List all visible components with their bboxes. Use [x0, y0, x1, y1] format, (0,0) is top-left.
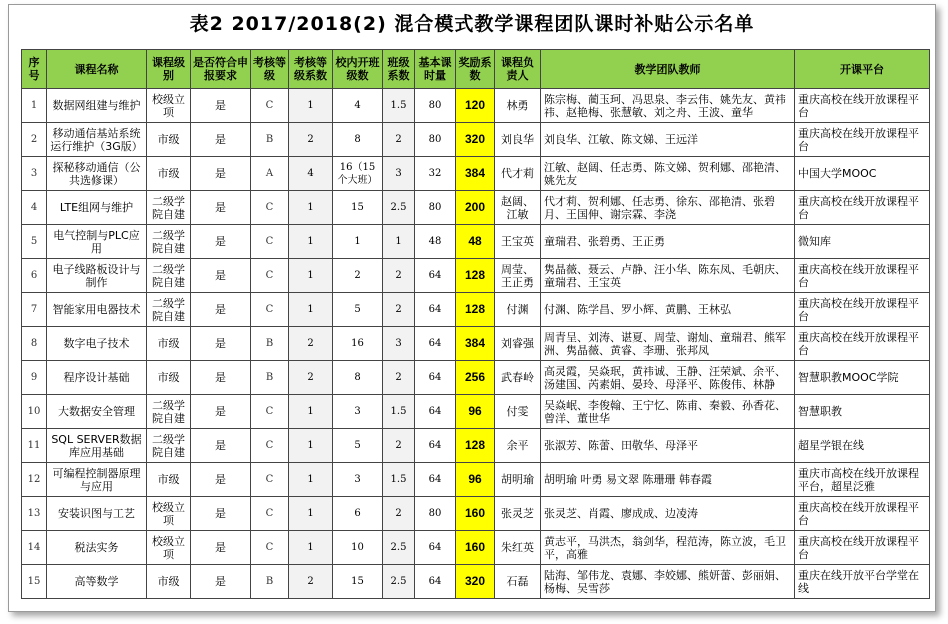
cell-grade: C: [251, 259, 289, 293]
column-header: 课程名称: [47, 50, 147, 89]
cell-grade: C: [251, 191, 289, 225]
cell-course-name: 高等数学: [47, 565, 147, 599]
cell-grade: C: [251, 497, 289, 531]
cell-grade: B: [251, 327, 289, 361]
cell-eligible: 是: [191, 395, 251, 429]
cell-course-lead: 余平: [495, 429, 541, 463]
cell-platform: 微知库: [795, 225, 930, 259]
cell-grade-coef: 1: [289, 531, 333, 565]
table-row: [22, 225, 930, 259]
cell-course-name: 税法实务: [47, 531, 147, 565]
column-header: 开课平台: [795, 50, 930, 89]
cell-course-level: 市级: [147, 123, 191, 157]
cell-award-coef: 200: [456, 191, 495, 225]
cell-eligible: 是: [191, 259, 251, 293]
cell-platform: 重庆高校在线开放课程平台: [795, 497, 930, 531]
column-header: 基本课时量: [415, 50, 456, 89]
cell-base-hours: 80: [415, 89, 456, 123]
cell-team-teachers: 陆海、邹伟龙、袁娜、李姣娜、熊妍蕾、彭丽娟、杨梅、吴雪莎: [541, 565, 795, 599]
cell-award-coef: 320: [456, 123, 495, 157]
cell-course-level: 二级学院自建: [147, 395, 191, 429]
cell-base-hours: 32: [415, 157, 456, 191]
cell-eligible: 是: [191, 225, 251, 259]
cell-platform: 智慧职教MOOC学院: [795, 361, 930, 395]
header-row: [22, 50, 930, 89]
cell-class-count: 15: [333, 191, 383, 225]
cell-course-name: LTE组网与维护: [47, 191, 147, 225]
cell-platform: 重庆高校在线开放课程平台: [795, 191, 930, 225]
cell-award-coef: 96: [456, 395, 495, 429]
cell-award-coef: 256: [456, 361, 495, 395]
cell-course-lead: 石磊: [495, 565, 541, 599]
cell-class-coef: 1.5: [383, 395, 415, 429]
cell-seq: 8: [22, 327, 47, 361]
cell-base-hours: 64: [415, 293, 456, 327]
cell-class-count: 10: [333, 531, 383, 565]
cell-class-count: 3: [333, 463, 383, 497]
cell-seq: 15: [22, 565, 47, 599]
table-row: [22, 565, 930, 599]
cell-seq: 5: [22, 225, 47, 259]
cell-award-coef: 160: [456, 497, 495, 531]
cell-class-count: 15: [333, 565, 383, 599]
cell-eligible: 是: [191, 463, 251, 497]
cell-course-level: 校级立项: [147, 531, 191, 565]
cell-seq: 3: [22, 157, 47, 191]
cell-platform: 智慧职教: [795, 395, 930, 429]
table-row: [22, 497, 930, 531]
table-row: [22, 293, 930, 327]
cell-grade: C: [251, 225, 289, 259]
cell-course-lead: 刘良华: [495, 123, 541, 157]
cell-class-coef: 2: [383, 361, 415, 395]
cell-base-hours: 64: [415, 565, 456, 599]
cell-grade: C: [251, 293, 289, 327]
cell-class-count: 4: [333, 89, 383, 123]
cell-award-coef: 128: [456, 429, 495, 463]
cell-grade: C: [251, 89, 289, 123]
table-body: [22, 89, 930, 599]
cell-class-count: 5: [333, 429, 383, 463]
cell-class-coef: 2.5: [383, 191, 415, 225]
cell-course-name: 可编程控制器原理与应用: [47, 463, 147, 497]
column-header: 课程级别: [147, 50, 191, 89]
cell-course-name: 程序设计基础: [47, 361, 147, 395]
cell-course-level: 二级学院自建: [147, 293, 191, 327]
table-row: [22, 123, 930, 157]
cell-grade-coef: 1: [289, 463, 333, 497]
cell-base-hours: 80: [415, 191, 456, 225]
cell-eligible: 是: [191, 191, 251, 225]
table-row: [22, 157, 930, 191]
cell-grade-coef: 1: [289, 293, 333, 327]
table-row: [22, 361, 930, 395]
cell-eligible: 是: [191, 89, 251, 123]
column-header: 校内开班级数: [333, 50, 383, 89]
cell-award-coef: 320: [456, 565, 495, 599]
cell-eligible: 是: [191, 565, 251, 599]
cell-award-coef: 384: [456, 327, 495, 361]
cell-class-count: 3: [333, 395, 383, 429]
cell-platform: 重庆高校在线开放课程平台: [795, 123, 930, 157]
table-row: [22, 327, 930, 361]
cell-class-coef: 1.5: [383, 463, 415, 497]
cell-course-level: 二级学院自建: [147, 259, 191, 293]
cell-eligible: 是: [191, 531, 251, 565]
cell-eligible: 是: [191, 429, 251, 463]
cell-class-coef: 3: [383, 327, 415, 361]
column-header: 序号: [22, 50, 47, 89]
column-header: 班级系数: [383, 50, 415, 89]
page-title: 表2 2017/2018(2) 混合模式教学课程团队课时补贴公示名单: [189, 13, 755, 35]
cell-course-name: 安装识图与工艺: [47, 497, 147, 531]
cell-base-hours: 64: [415, 531, 456, 565]
cell-course-name: 电子线路板设计与制作: [47, 259, 147, 293]
column-header: 课程负责人: [495, 50, 541, 89]
cell-award-coef: 120: [456, 89, 495, 123]
cell-grade-coef: 1: [289, 395, 333, 429]
cell-base-hours: 64: [415, 259, 456, 293]
cell-course-level: 校级立项: [147, 497, 191, 531]
cell-class-coef: 3: [383, 157, 415, 191]
cell-grade: C: [251, 463, 289, 497]
cell-seq: 11: [22, 429, 47, 463]
cell-team-teachers: 张淑芳、陈蕾、田敬华、母泽平: [541, 429, 795, 463]
cell-team-teachers: 黄志平，马洪杰，翁剑华，程范涛，陈立波，毛卫平，高雅: [541, 531, 795, 565]
cell-grade-coef: 2: [289, 123, 333, 157]
cell-eligible: 是: [191, 327, 251, 361]
cell-grade: C: [251, 429, 289, 463]
cell-platform: 重庆高校在线开放课程平台: [795, 259, 930, 293]
cell-grade: B: [251, 361, 289, 395]
cell-course-lead: 付雯: [495, 395, 541, 429]
cell-team-teachers: 刘良华、江敏、陈文娣、王远洋: [541, 123, 795, 157]
cell-platform: 中国大学MOOC: [795, 157, 930, 191]
cell-course-name: SQL SERVER数据库应用基础: [47, 429, 147, 463]
cell-platform: 超星学银在线: [795, 429, 930, 463]
cell-class-coef: 2: [383, 259, 415, 293]
cell-course-lead: 代才莉: [495, 157, 541, 191]
cell-course-lead: 胡明瑜: [495, 463, 541, 497]
cell-platform: 重庆高校在线开放课程平台: [795, 89, 930, 123]
cell-grade-coef: 1: [289, 89, 333, 123]
cell-class-coef: 1.5: [383, 89, 415, 123]
cell-class-coef: 2: [383, 123, 415, 157]
cell-class-count: 16（15个大班）: [333, 157, 383, 191]
table-row: [22, 259, 930, 293]
cell-course-name: 数据网组建与维护: [47, 89, 147, 123]
cell-team-teachers: 代才莉、贺利娜、任志勇、徐东、邵艳清、张碧月、王国伸、谢宗霖、李浇: [541, 191, 795, 225]
cell-grade-coef: 2: [289, 327, 333, 361]
cell-seq: 12: [22, 463, 47, 497]
cell-base-hours: 64: [415, 429, 456, 463]
cell-base-hours: 80: [415, 497, 456, 531]
cell-team-teachers: 高灵霞，吴焱珉，黄祎诚、王静、汪荣斌、余平、汤建国、芮素娟、晏玲、母泽平、陈俊伟、林静: [541, 361, 795, 395]
cell-grade-coef: 1: [289, 497, 333, 531]
cell-team-teachers: 江敏、赵阔、任志勇、陈文娣、贺利娜、邵艳清、姚先友: [541, 157, 795, 191]
cell-platform: 重庆高校在线开放课程平台: [795, 531, 930, 565]
cell-seq: 1: [22, 89, 47, 123]
cell-seq: 2: [22, 123, 47, 157]
cell-team-teachers: 胡明瑜 叶勇 易文翠 陈珊珊 韩春霞: [541, 463, 795, 497]
cell-award-coef: 160: [456, 531, 495, 565]
cell-grade-coef: 2: [289, 565, 333, 599]
cell-seq: 9: [22, 361, 47, 395]
cell-eligible: 是: [191, 123, 251, 157]
cell-course-level: 二级学院自建: [147, 191, 191, 225]
cell-grade: B: [251, 565, 289, 599]
cell-class-coef: 2: [383, 429, 415, 463]
table-row: [22, 395, 930, 429]
cell-class-count: 16: [333, 327, 383, 361]
cell-team-teachers: 隽晶薇、聂云、卢静、汪小华、陈东凤、毛朝庆、童瑞君、王宝英: [541, 259, 795, 293]
cell-eligible: 是: [191, 157, 251, 191]
cell-course-name: 电气控制与PLC应用: [47, 225, 147, 259]
cell-platform: 重庆高校在线开放课程平台: [795, 293, 930, 327]
column-header: 考核等级系数: [289, 50, 333, 89]
cell-course-level: 二级学院自建: [147, 225, 191, 259]
cell-grade: B: [251, 123, 289, 157]
cell-class-count: 5: [333, 293, 383, 327]
cell-seq: 6: [22, 259, 47, 293]
cell-course-level: 市级: [147, 463, 191, 497]
cell-base-hours: 80: [415, 123, 456, 157]
cell-award-coef: 48: [456, 225, 495, 259]
cell-course-lead: 武春岭: [495, 361, 541, 395]
table-row: [22, 463, 930, 497]
cell-course-level: 市级: [147, 565, 191, 599]
cell-eligible: 是: [191, 361, 251, 395]
cell-platform: 重庆高校在线开放课程平台: [795, 327, 930, 361]
cell-course-level: 校级立项: [147, 89, 191, 123]
table-row: [22, 89, 930, 123]
cell-course-name: 探秘移动通信（公共选修课）: [47, 157, 147, 191]
cell-class-count: 8: [333, 361, 383, 395]
cell-award-coef: 128: [456, 259, 495, 293]
cell-seq: 14: [22, 531, 47, 565]
cell-grade-coef: 4: [289, 157, 333, 191]
cell-course-name: 大数据安全管理: [47, 395, 147, 429]
cell-class-coef: 2: [383, 293, 415, 327]
cell-team-teachers: 童瑞君、张碧勇、王正勇: [541, 225, 795, 259]
table-row: [22, 531, 930, 565]
cell-class-count: 8: [333, 123, 383, 157]
cell-team-teachers: 付渊、陈学昌、罗小辉、黄鹏、王林弘: [541, 293, 795, 327]
cell-class-coef: 2.5: [383, 565, 415, 599]
cell-class-coef: 2.5: [383, 531, 415, 565]
table-row: [22, 429, 930, 463]
cell-seq: 4: [22, 191, 47, 225]
cell-base-hours: 64: [415, 361, 456, 395]
cell-course-name: 移动通信基站系统运行维护（3G版）: [47, 123, 147, 157]
cell-class-coef: 2: [383, 497, 415, 531]
cell-team-teachers: 张灵芝、肖霞、廖成成、边凌涛: [541, 497, 795, 531]
cell-course-level: 市级: [147, 157, 191, 191]
cell-platform: 重庆市高校在线开放课程平台，超星泛雅: [795, 463, 930, 497]
cell-course-lead: 赵阔、江敏: [495, 191, 541, 225]
cell-grade: C: [251, 395, 289, 429]
cell-award-coef: 96: [456, 463, 495, 497]
cell-grade-coef: 1: [289, 259, 333, 293]
cell-team-teachers: 陈宗梅、蔺玉珂、冯思泉、李云伟、姚先友、黄祎祎、赵艳梅、张慧敏、刘之舟、王波、童华: [541, 89, 795, 123]
table-row: [22, 191, 930, 225]
cell-course-lead: 付渊: [495, 293, 541, 327]
cell-award-coef: 384: [456, 157, 495, 191]
document-frame: [8, 4, 936, 612]
column-header: 奖励系数: [456, 50, 495, 89]
cell-platform: 重庆在线开放平台学堂在线: [795, 565, 930, 599]
cell-award-coef: 128: [456, 293, 495, 327]
cell-course-lead: 朱红英: [495, 531, 541, 565]
cell-grade-coef: 2: [289, 361, 333, 395]
column-header: 教学团队教师: [541, 50, 795, 89]
cell-class-count: 6: [333, 497, 383, 531]
cell-grade-coef: 1: [289, 225, 333, 259]
cell-base-hours: 64: [415, 463, 456, 497]
cell-base-hours: 64: [415, 395, 456, 429]
cell-course-lead: 周莹、王正勇: [495, 259, 541, 293]
cell-course-lead: 刘睿强: [495, 327, 541, 361]
cell-course-lead: 王宝英: [495, 225, 541, 259]
cell-class-count: 2: [333, 259, 383, 293]
cell-base-hours: 64: [415, 327, 456, 361]
cell-grade: C: [251, 531, 289, 565]
cell-course-lead: 林勇: [495, 89, 541, 123]
cell-class-count: 1: [333, 225, 383, 259]
cell-course-name: 数字电子技术: [47, 327, 147, 361]
cell-grade-coef: 1: [289, 429, 333, 463]
cell-class-coef: 1: [383, 225, 415, 259]
cell-seq: 7: [22, 293, 47, 327]
cell-grade-coef: 1: [289, 191, 333, 225]
cell-course-level: 市级: [147, 361, 191, 395]
cell-course-level: 市级: [147, 327, 191, 361]
cell-grade: A: [251, 157, 289, 191]
cell-team-teachers: 吴焱岷、李俊翰、王宁忆、陈甫、秦毅、孙香花、曾洋、董世华: [541, 395, 795, 429]
subsidy-table: [21, 49, 930, 599]
cell-seq: 10: [22, 395, 47, 429]
column-header: 是否符合申报要求: [191, 50, 251, 89]
cell-eligible: 是: [191, 293, 251, 327]
cell-base-hours: 48: [415, 225, 456, 259]
column-header: 考核等级: [251, 50, 289, 89]
cell-eligible: 是: [191, 497, 251, 531]
cell-course-lead: 张灵芝: [495, 497, 541, 531]
cell-course-level: 二级学院自建: [147, 429, 191, 463]
cell-course-name: 智能家用电器技术: [47, 293, 147, 327]
cell-team-teachers: 周青呈、刘涛、谌夏、周莹、谢灿、童瑞君、熊军洲、隽晶薇、黄睿、李珊、张邦凤: [541, 327, 795, 361]
cell-seq: 13: [22, 497, 47, 531]
